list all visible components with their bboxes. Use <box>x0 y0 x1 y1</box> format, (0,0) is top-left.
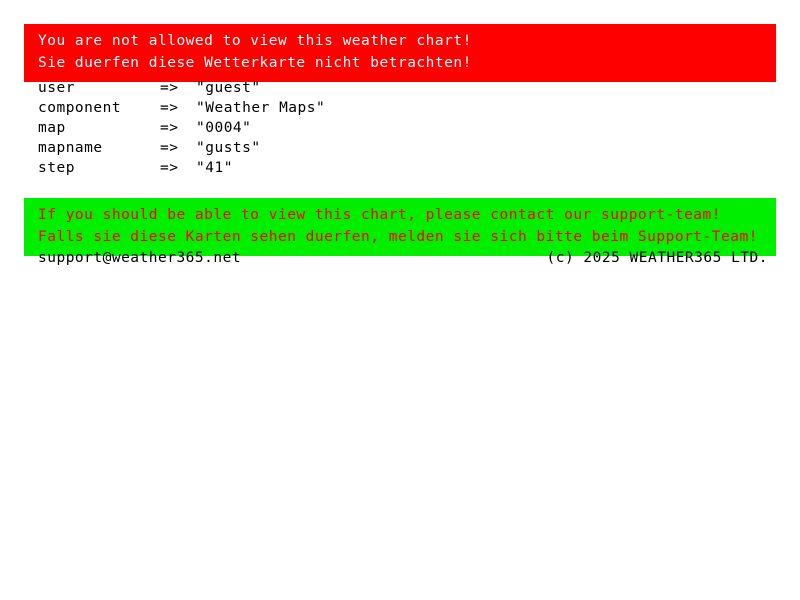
support-email-link[interactable]: support@weather365.net <box>38 250 242 266</box>
table-row <box>38 138 325 158</box>
error-message-en: You are not allowed to view this weather chart! <box>38 33 472 49</box>
param-arrow: => <box>160 140 179 156</box>
param-key-step: step <box>38 160 75 176</box>
parameter-table <box>38 78 325 178</box>
info-message-en: If you should be able to view this chart, please contact our support-team! <box>38 207 722 223</box>
error-banner <box>24 24 776 82</box>
info-banner <box>24 198 776 256</box>
param-value-user: "guest" <box>196 80 261 96</box>
param-value-mapname: "gusts" <box>196 140 261 156</box>
param-arrow: => <box>160 120 179 136</box>
footer <box>38 250 768 266</box>
param-value-component: "Weather Maps" <box>196 100 326 116</box>
param-value-map: "0004" <box>196 120 252 136</box>
copyright-text: (c) 2025 WEATHER365 LTD. <box>546 250 768 266</box>
table-row <box>38 78 325 98</box>
table-row <box>38 118 325 138</box>
error-message-de: Sie duerfen diese Wetterkarte nicht betrachten! <box>38 55 472 71</box>
param-arrow: => <box>160 80 179 96</box>
table-row <box>38 98 325 118</box>
info-message-de: Falls sie diese Karten sehen duerfen, melden sie sich bitte beim Support-Team! <box>38 229 758 245</box>
table-row <box>38 158 325 178</box>
param-key-user: user <box>38 80 75 96</box>
param-value-step: "41" <box>196 160 233 176</box>
param-key-map: map <box>38 120 66 136</box>
param-key-mapname: mapname <box>38 140 103 156</box>
param-key-component: component <box>38 100 122 116</box>
param-arrow: => <box>160 160 179 176</box>
param-arrow: => <box>160 100 179 116</box>
